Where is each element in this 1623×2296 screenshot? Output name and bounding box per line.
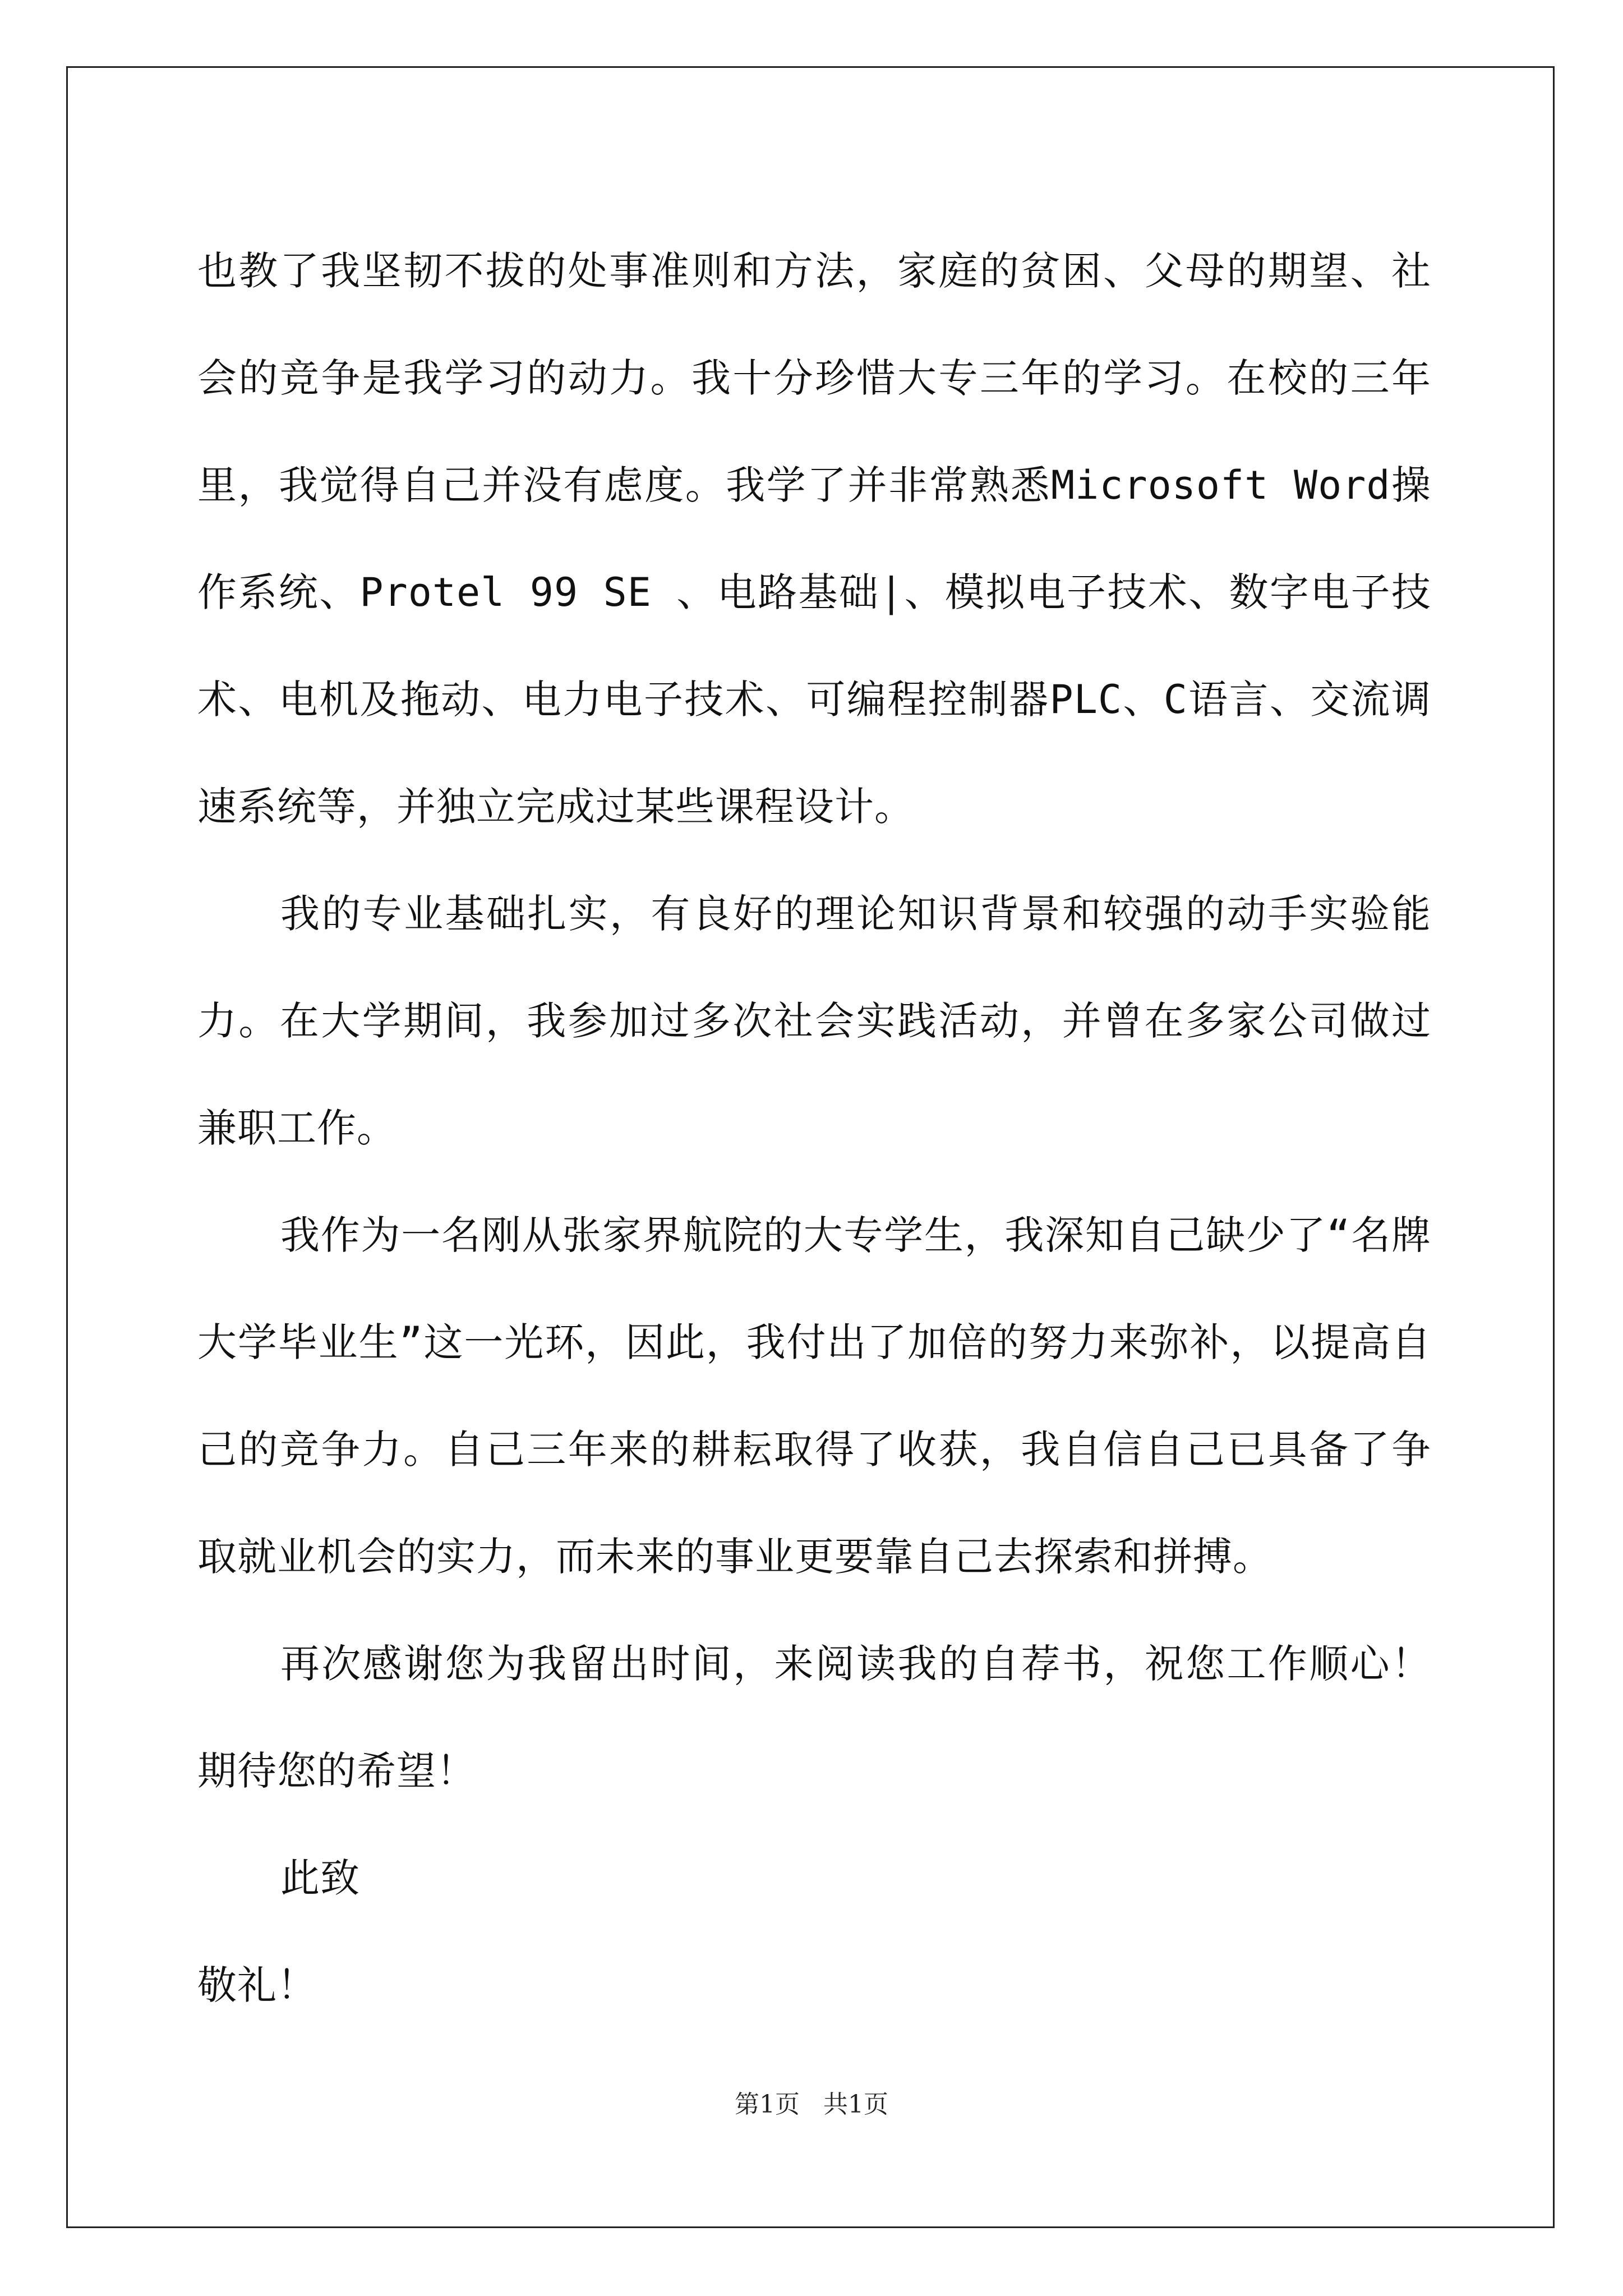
paragraph-self-improvement: 我作为一名刚从张家界航院的大专学生，我深知自己缺少了“名牌大学毕业生”这一光环，因此，我付出了加倍的努力来弥补，以提高自己的竞争力。自己三年来的耕耘取得了收获，我自信自己已具备了争取就业机会的实力，而未来的事业更要靠自己去探索和拼搏。 — [197, 1212, 1431, 1580]
paragraph-foundation: 我的专业基础扎实，有良好的理论知识背景和较强的动手实验能力。在大学期间，我参加过多次社会实践活动，并曾在多家公司做过兼职工作。 — [197, 891, 1431, 1151]
paragraph-skills: 也教了我坚韧不拔的处事准则和方法，家庭的贫困、父母的期望、社会的竞争是我学习的动力。我十分珍惜大专三年的学习。在校的三年里，我觉得自己并没有虑度。我学了并非常熟悉Microsoft Word操作系统、Protel 99 SE 、电路基础|、模拟电子技术、数字电子技术、电机及拖动、电力电子技术、可编程控制器PLC、C语言、交流调速系统等，并独立完成过某些课程设计。 — [197, 248, 1431, 830]
page-number-footer: 第1页 共1页 — [735, 2090, 888, 2119]
closing-salutation: 此致 — [280, 1855, 360, 1901]
letter-body — [197, 218, 1431, 2039]
closing-respect: 敬礼！ — [197, 1962, 317, 2008]
paragraph-thanks: 再次感谢您为我留出时间，来阅读我的自荐书，祝您工作顺心！期待您的希望！ — [197, 1641, 1431, 1794]
